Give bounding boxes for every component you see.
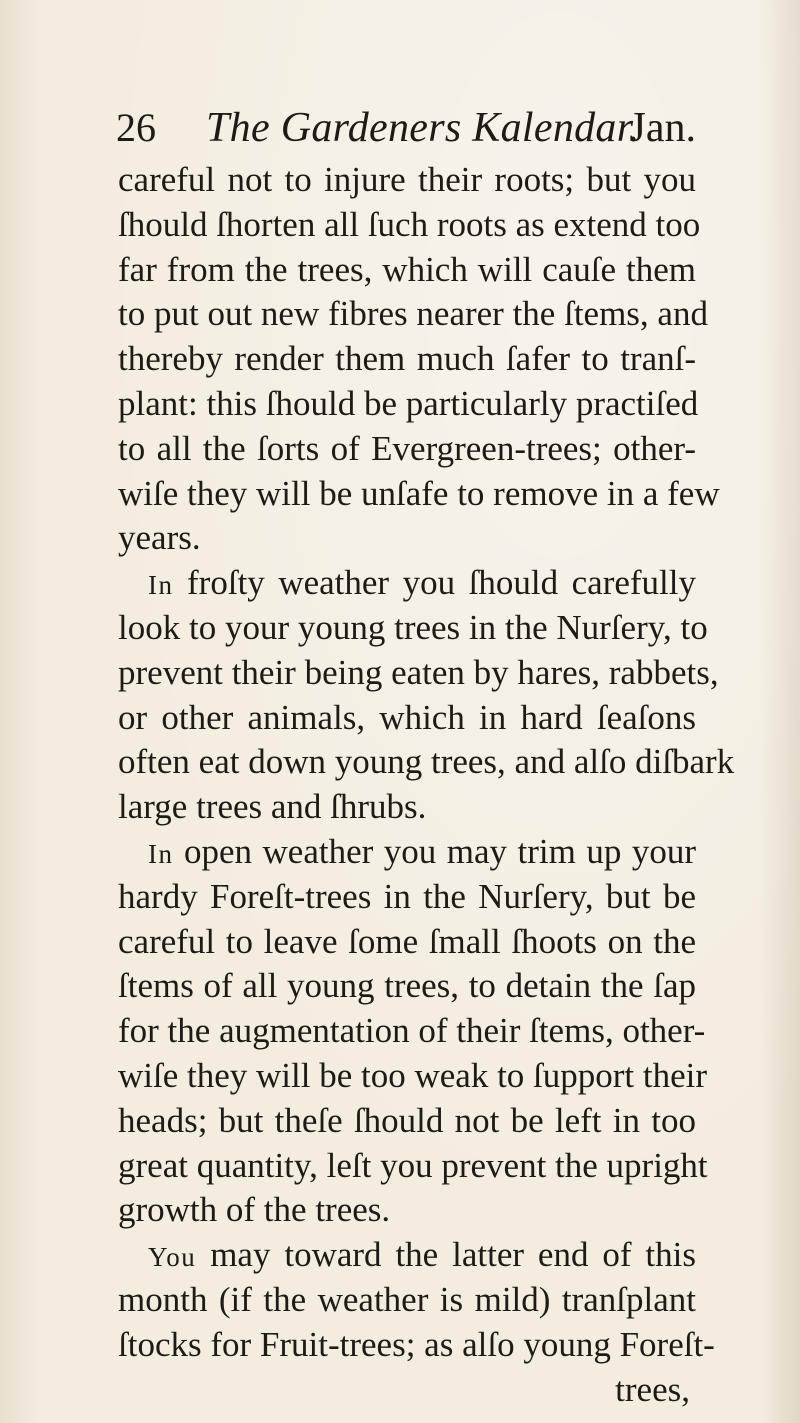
body-text [118, 158, 735, 1412]
page-header [116, 98, 696, 158]
text-line [118, 472, 720, 517]
text-line [118, 248, 696, 293]
line-text: wiſe they will be unſafe to remove in a few [118, 473, 720, 513]
text-line [118, 1099, 696, 1144]
line-text: careful to leave ſome ſmall ſhoots on the [118, 921, 696, 961]
line-text: prevent their being eaten by hares, rabbets, [118, 652, 719, 692]
text-line [118, 785, 696, 830]
line-text: careful not to injure their roots; but you [118, 160, 696, 199]
text-line [118, 292, 708, 337]
paragraph-lead-word: In [148, 570, 174, 601]
line-text: to put out new fibres nearer the ſtems, and [118, 294, 708, 334]
text-line [118, 920, 696, 965]
line-text: ſhould ſhorten all ſuch roots as extend too [118, 204, 701, 244]
line-text: plant: this ſhould be particularly practiſed [118, 383, 699, 423]
line-text: month (if the weather is mild) tranſplant [118, 1279, 696, 1319]
text-line [118, 337, 696, 382]
line-text: or other animals, which in hard ſeaſons [118, 697, 696, 737]
line-text: look to your young trees in the Nurſery, to [118, 607, 708, 647]
text-line [118, 740, 735, 785]
line-text: ſtocks for Fruit-trees; as alſo young Foreſt- [118, 1324, 715, 1364]
line-text: open weather you may trim up your [173, 831, 696, 871]
line-text: great quantity, leſt you prevent the upright [118, 1145, 708, 1185]
text-line [118, 158, 696, 203]
line-text: ſtems of all young trees, to detain the ſap [118, 966, 696, 1006]
text-line [118, 1323, 715, 1368]
text-line [118, 561, 696, 606]
text-line [118, 651, 719, 696]
month-heading: Jan. [629, 105, 696, 151]
text-line [118, 964, 696, 1009]
text-line [118, 1233, 696, 1278]
text-line [118, 875, 696, 920]
line-text: growth of the trees. [118, 1190, 391, 1230]
text-line [118, 1278, 696, 1323]
running-title: The Gardeners Kalendar. [206, 105, 640, 151]
line-text: thereby render them much ſafer to tranſ- [118, 339, 696, 379]
line-text: for the augmentation of their ſtems, other- [118, 1011, 706, 1051]
line-text: to all the ſorts of Evergreen-trees; other- [118, 428, 696, 468]
text-line [118, 382, 699, 427]
line-text: hardy Foreſt-trees in the Nurſery, but be [118, 876, 696, 916]
text-line [118, 427, 696, 472]
text-line [118, 1054, 708, 1099]
text-line [118, 203, 701, 248]
paragraph-lead-word: In [148, 838, 174, 869]
catchword: trees, [615, 1369, 690, 1409]
text-line [118, 1188, 696, 1233]
paragraph-lead-word: You [148, 1242, 197, 1273]
line-text: wiſe they will be too weak to ſupport their [118, 1055, 708, 1095]
text-line [118, 1009, 706, 1054]
text-line [118, 696, 696, 741]
line-text: often eat down young trees, and alſo diſbark [118, 742, 735, 782]
line-text: far from the trees, which will cauſe them [118, 249, 696, 289]
line-text: large trees and ſhrubs. [118, 787, 427, 827]
line-text: may toward the latter end of this [196, 1235, 696, 1275]
line-text: froſty weather you ſhould carefully [173, 563, 696, 603]
line-text: heads; but theſe ſhould not be left in too [118, 1100, 696, 1140]
text-line [118, 1144, 708, 1189]
text-line [118, 606, 708, 651]
line-text: years. [118, 518, 201, 558]
text-line [118, 830, 696, 875]
page-number: 26 [116, 105, 156, 150]
text-line [118, 516, 696, 561]
